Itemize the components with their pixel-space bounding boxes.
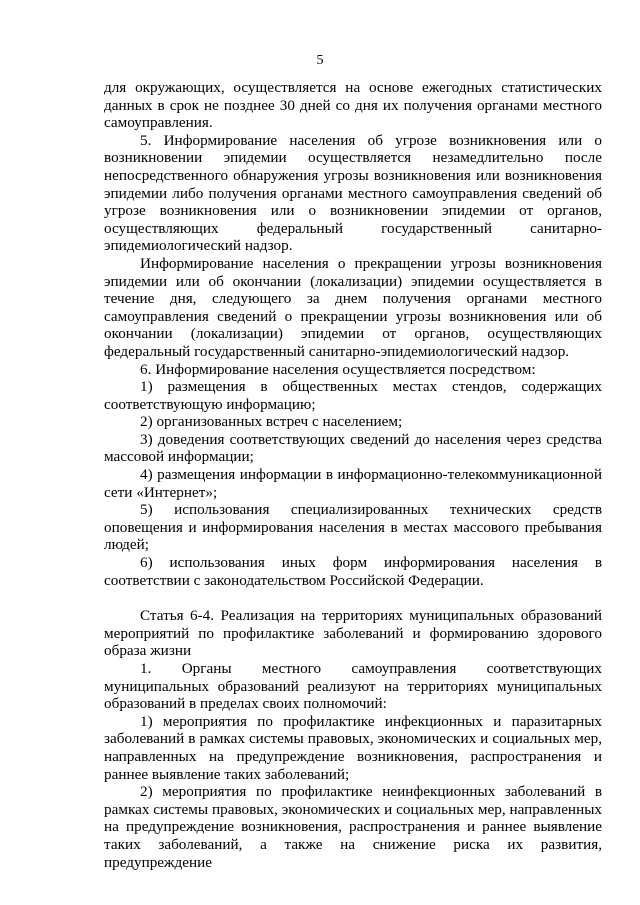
list-item-5: 5) использования специализированных технических средств оповещения и информирования населения в местах массового пребывания людей; bbox=[104, 501, 602, 554]
paragraph-item-5: 5. Информирование населения об угрозе возникновения или о возникновении эпидемии осуществляется незамедлительно после непосредственного обнаружения угрозы возникновения или возникновения эпидемии либо получения органами местного самоуправления сведений об угрозе возникновения или о возникновении эпидемии от органов, осуществляющих федеральный государственный санитарно-эпидемиологический надзор. bbox=[104, 131, 602, 255]
body-text bbox=[104, 79, 602, 871]
paragraph-continuation: для окружающих, осуществляется на основе ежегодных статистических данных в срок не позднее 30 дней со дня их получения органами местного самоуправления. bbox=[104, 79, 602, 132]
list-item-article-2: 2) мероприятия по профилактике неинфекционных заболеваний в рамках системы правовых, экономических и социальных мер, направленных на предупреждение возникновения, распространения и раннее выявление таких заболеваний, а также на снижение риска их развития, предупреждение bbox=[104, 783, 602, 871]
list-item-article-1: 1) мероприятия по профилактике инфекционных и паразитарных заболеваний в рамках системы правовых, экономических и социальных мер, направленных на предупреждение возникновения, распространения и раннее выявление таких заболеваний; bbox=[104, 712, 602, 783]
paragraph-termination-info: Информирование населения о прекращении угрозы возникновения эпидемии или об окончании (локализации) эпидемии осуществляется в течение дня, следующего за днем получения органами местного самоуправления сведений о прекращении угрозы возникновения или об окончании (локализации) эпидемии от органов, осуществляющих федеральный государственный санитарно-эпидемиологический надзор. bbox=[104, 254, 602, 360]
page-number: 5 bbox=[316, 53, 324, 68]
paragraph-article-item-1: 1. Органы местного самоуправления соответствующих муниципальных образований реализуют на территориях муниципальных образований в пределах своих полномочий: bbox=[104, 660, 602, 713]
list-item-1: 1) размещения в общественных местах стендов, содержащих соответствующую информацию; bbox=[104, 378, 602, 413]
list-item-6: 6) использования иных форм информирования населения в соответствии с законодательством Российской Федерации. bbox=[104, 554, 602, 589]
list-item-4: 4) размещения информации в информационно-телекоммуникационной сети «Интернет»; bbox=[104, 466, 602, 501]
paragraph-item-6: 6. Информирование населения осуществляется посредством: bbox=[140, 360, 536, 378]
article-heading: Статья 6-4. Реализация на территориях муниципальных образований мероприятий по профилактике заболеваний и формированию здорового образа жизни bbox=[104, 607, 602, 660]
list-item-3: 3) доведения соответствующих сведений до населения через средства массовой информации; bbox=[104, 430, 602, 466]
list-item-2: 2) организованных встреч с населением; bbox=[140, 413, 403, 431]
